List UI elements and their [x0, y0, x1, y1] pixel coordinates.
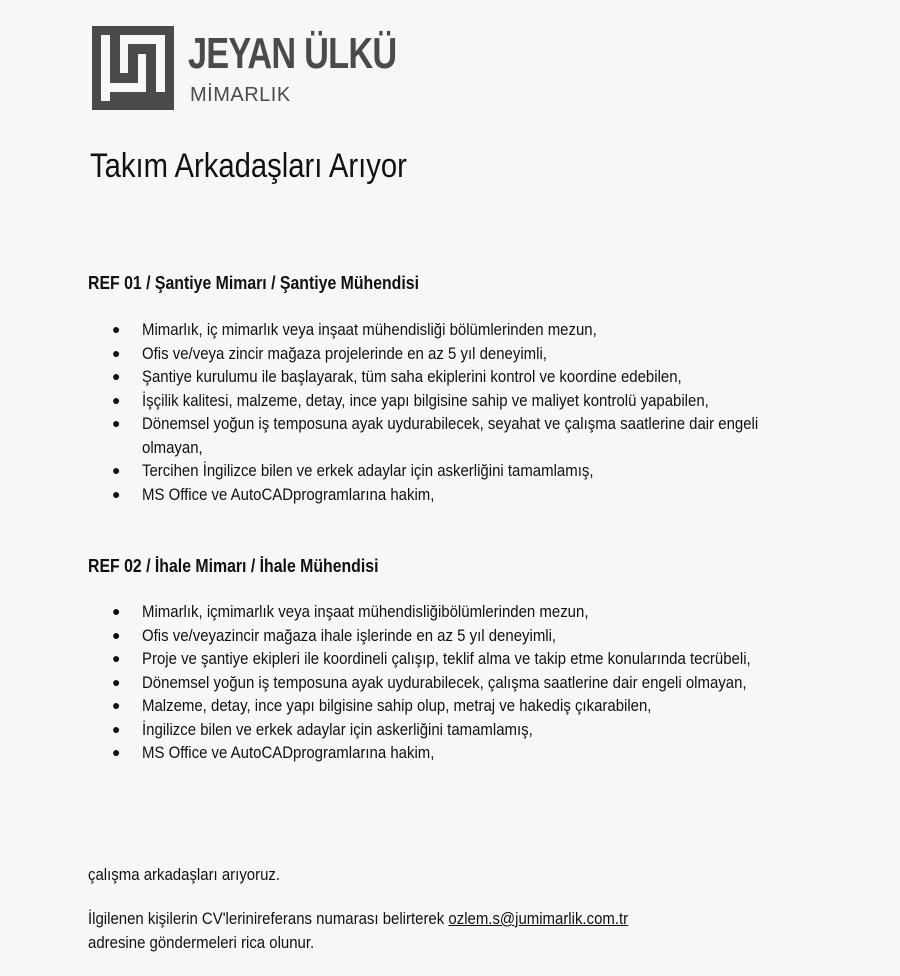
list-item: ● Ofis ve/veya zincir mağaza projelerinde en az 5 yıl deneyimli, — [110, 342, 790, 366]
bullet-icon: ● — [112, 650, 121, 666]
list-item: ● MS Office ve AutoCADprogramlarına hakim, — [110, 483, 790, 507]
contact-text-after: adresine göndermeleri rica olunur. — [88, 933, 315, 952]
company-name: JEYAN ÜLKÜ — [188, 29, 397, 78]
list-item: ● MS Office ve AutoCADprogramlarına hakim, — [110, 741, 790, 765]
bullet-icon: ● — [112, 391, 121, 408]
ref02-heading: REF 02 / İhale Mimarı / İhale Mühendisi — [88, 556, 379, 576]
bullet-icon: ● — [112, 626, 121, 643]
page-title: Takım Arkadaşları Arıyor — [90, 147, 407, 185]
bullet-icon: ● — [112, 485, 121, 502]
closing-sentence: çalışma arkadaşları arıyoruz. — [88, 865, 281, 884]
contact-paragraph — [88, 907, 774, 955]
bullet-icon: ● — [112, 697, 121, 713]
list-item: ● İşçilik kalitesi, malzeme, detay, ince yapı bilgisine sahip ve maliyet kontrolü yapabilen, — [110, 389, 790, 413]
bullet-icon: ● — [112, 603, 121, 619]
ref01-heading: REF 01 / Şantiye Mimarı / Şantiye Mühendisi — [88, 273, 419, 293]
list-item: ● Ofis ve/veyazincir mağaza ihale işlerinde en az 5 yıl deneyimli, — [110, 624, 790, 648]
list-item: ● Dönemsel yoğun iş temposuna ayak uydurabilecek, seyahat ve çalışma saatlerine dair engeli olmayan, — [112, 414, 759, 457]
bullet-icon: ● — [112, 720, 121, 737]
bullet-icon: ● — [112, 673, 121, 690]
bullet-icon: ● — [112, 415, 121, 431]
email-link[interactable]: ozlem.s@jumimarlik.com.tr — [448, 909, 629, 928]
bullet-icon: ● — [112, 321, 121, 337]
list-item: ● Şantiye kurulumu ile başlayarak, tüm saha ekiplerini kontrol ve koordine edebilen, — [110, 365, 790, 389]
list-item: ● Proje ve şantiye ekipleri ile koordineli çalışıp, teklif alma ve takip etme konularında tecrübeli, — [110, 647, 790, 671]
list-item: ● Mimarlık, içmimarlık veya inşaat mühendisliğibölümlerinden mezun, — [110, 600, 790, 624]
bullet-icon: ● — [112, 344, 121, 361]
list-item: ● Mimarlık, iç mimarlık veya inşaat mühendisliği bölümlerinden mezun, — [110, 318, 790, 342]
list-item: ● Tercihen İngilizce bilen ve erkek adaylar için askerliğini tamamlamış, — [110, 459, 790, 483]
contact-text-before: İlgilenen kişilerin CV'lerinireferans numarası belirterek — [88, 909, 449, 928]
ref01-requirements-list — [110, 318, 790, 506]
list-item: ● İngilizce bilen ve erkek adaylar için askerliğini tamamlamış, — [110, 718, 790, 742]
list-item: ● Malzeme, detay, ince yapı bilgisine sahip olup, metraj ve hakediş çıkarabilen, — [110, 694, 790, 718]
bullet-icon: ● — [112, 462, 121, 478]
company-logo-mark-icon — [92, 26, 174, 110]
company-subtitle: MİMARLIK — [190, 84, 291, 106]
bullet-icon: ● — [112, 368, 121, 384]
bullet-icon: ● — [112, 744, 121, 760]
list-item: ● Dönemsel yoğun iş temposuna ayak uydurabilecek, çalışma saatlerine dair engeli olmayan, — [110, 671, 790, 695]
ref02-requirements-list — [110, 600, 790, 765]
